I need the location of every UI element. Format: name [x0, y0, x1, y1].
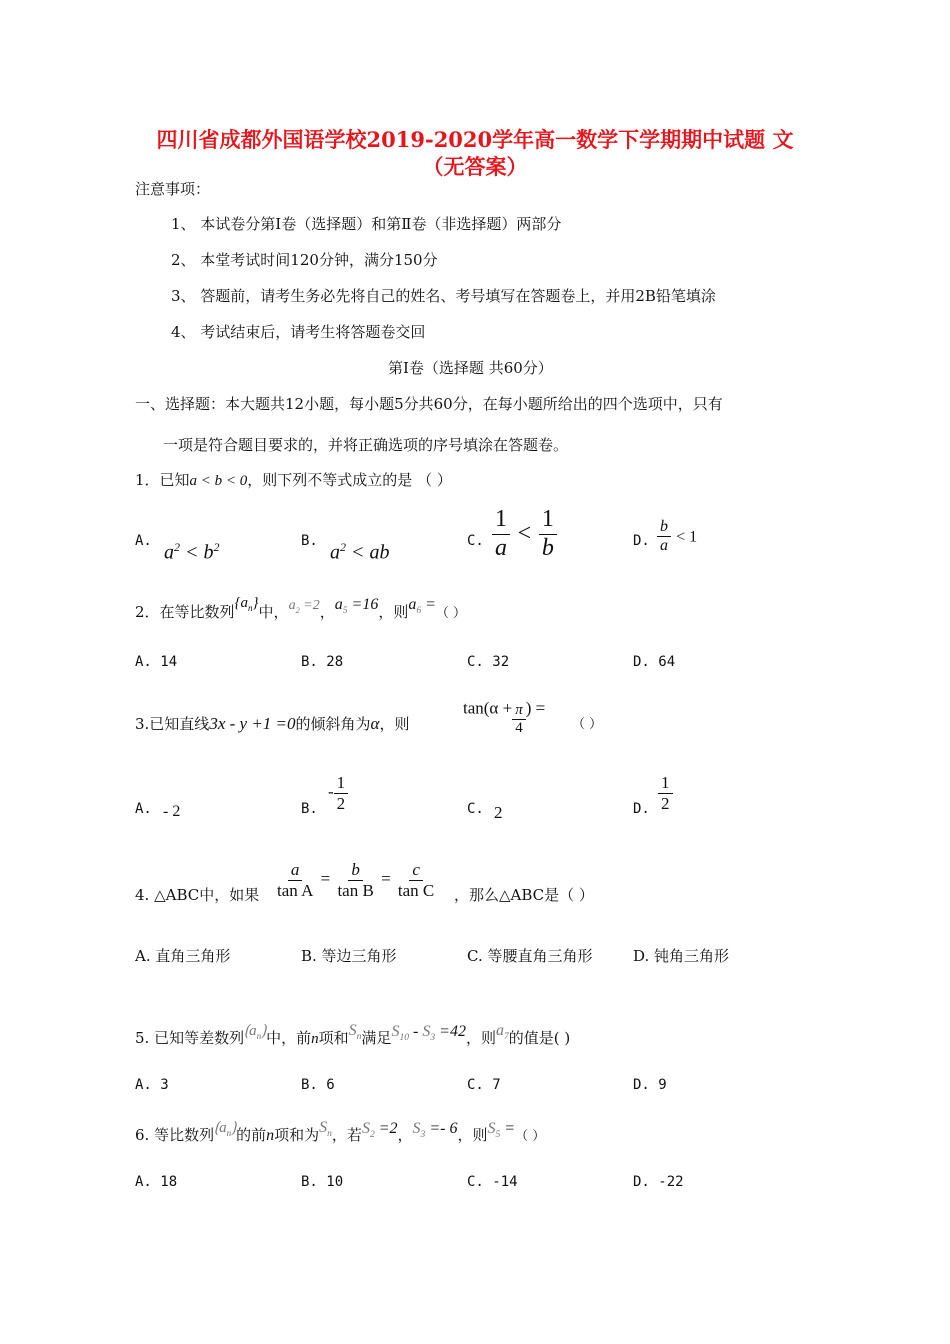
q1-option-c-label: C.: [467, 533, 484, 549]
q1-option-c: [492, 506, 557, 562]
section-heading: 第Ⅰ卷（选择题 共60分）: [388, 359, 553, 377]
q1-stem-pre: 1．已知: [135, 471, 190, 489]
q5-val: =42: [435, 1023, 466, 1040]
q6-option-c: C. -14: [467, 1174, 518, 1190]
q6-ask: ，则: [457, 1126, 488, 1144]
q3-b-sign: -: [328, 781, 334, 801]
document-title-line2: （无答案）: [422, 154, 528, 179]
q6-sequence: $⟮a_n⟯$: [214, 1120, 237, 1138]
q5-S3: S: [422, 1023, 431, 1040]
q5-option-b: B. 6: [301, 1077, 335, 1093]
q2-c1-val: =2: [299, 598, 320, 613]
q3-alpha: α: [370, 714, 380, 733]
q6-sum: [319, 1119, 332, 1140]
q2-option-b: B. 28: [301, 654, 344, 670]
q4-n3: c: [409, 860, 423, 881]
q5-n: n: [311, 1031, 319, 1047]
q5-minus: -: [409, 1023, 423, 1040]
q5-stem-post: 的值是( ): [508, 1029, 571, 1047]
q2-seq: {a: [234, 595, 249, 611]
q1-option-b: [330, 540, 390, 565]
q3-stem-mid: 的倾斜角为: [295, 715, 371, 733]
q4-ratios: [274, 860, 437, 900]
q3-stem-post: ，则: [379, 715, 410, 733]
q6-cond-1: [361, 1120, 398, 1141]
q5-S10-sub: 10: [399, 1032, 410, 1044]
q6-S: S: [319, 1119, 328, 1136]
q3-tan: tan(α +: [463, 698, 513, 718]
q6-target: [487, 1120, 516, 1141]
section-instruction-line2: 一项是符合题目要求的，并将正确选项的序号填涂在答题卷。: [163, 436, 569, 454]
q2-cond-1: [289, 598, 320, 613]
question-6-stem: [135, 1119, 546, 1147]
question-4-stem-post: ，那么△ABC是（ ）: [454, 886, 594, 904]
q1-option-d: [657, 518, 697, 556]
q2-cond-2: [334, 596, 379, 617]
q5-S: S: [348, 1022, 357, 1039]
q6-S2-val: =2: [374, 1120, 398, 1137]
q1-b-exp: 2: [340, 540, 346, 554]
q3-tan-close: ) =: [525, 698, 546, 718]
q6-n: n: [266, 1127, 275, 1144]
q5-ask: ，则: [465, 1029, 496, 1047]
q4-n1: a: [288, 860, 303, 881]
q1-b-lhs: a: [330, 541, 340, 564]
q3-option-b-label: B.: [301, 801, 318, 817]
q3-option-a: - 2: [163, 803, 181, 820]
notice-heading: 注意事项：: [135, 180, 211, 198]
q3-pi: π: [512, 702, 526, 720]
q5-seq: a: [249, 1023, 257, 1039]
notice-item-3: 3、 答题前，请考生务必先将自己的姓名、考号填写在答题卷上，并用2B铅笔填涂: [171, 287, 716, 305]
q2-seq-sub: n: [248, 603, 253, 613]
q3-stem-pre: 3.已知直线: [135, 715, 210, 733]
q5-option-d: D. 9: [633, 1077, 667, 1093]
q6-S5-sub: 5: [495, 1129, 501, 1141]
q3-option-c: 2: [494, 803, 503, 822]
q3-option-a-label: A.: [135, 801, 152, 817]
q1-a-lhs: a: [164, 541, 174, 564]
q3-b-num: 1: [334, 773, 349, 794]
question-2-stem: [135, 596, 466, 635]
q2-ask: ，则: [378, 603, 409, 621]
q4-d1: [274, 881, 316, 901]
q1-d-num: b: [657, 518, 671, 537]
q2-option-a: A. 14: [135, 654, 178, 670]
q5-S10: S: [391, 1023, 400, 1040]
q6-mid2: 项和为: [274, 1126, 320, 1144]
q5-sequence: $⟮a_n⟯$: [244, 1023, 267, 1041]
q1-b-rel: <: [346, 541, 370, 564]
q5-stem-pre: 5. 已知等差数列: [135, 1029, 245, 1047]
q6-mid3: ，若: [331, 1126, 362, 1144]
q3-option-b: [328, 773, 348, 813]
notice-item-2: 2、 本堂考试时间120分钟，满分150分: [171, 251, 438, 269]
q1-a-exp1: 2: [174, 540, 180, 554]
q6-S3-sub: 3: [420, 1129, 426, 1141]
q6-S2: S: [361, 1120, 370, 1137]
q3-b-den: 2: [336, 793, 346, 813]
q1-a-rel: <: [180, 541, 204, 564]
q1-a-exp2: 2: [213, 540, 220, 554]
q1-option-a: [164, 540, 220, 565]
q4-d3: tan C: [397, 880, 435, 900]
q5-mid2: 项和: [318, 1029, 349, 1047]
q6-S5: S: [487, 1120, 496, 1137]
q2-c2-sub: 5: [342, 605, 348, 617]
q2-c3: a: [408, 596, 417, 613]
q1-option-a-label: A.: [135, 533, 152, 549]
notice-item-1: 1、 本试卷分第Ⅰ卷（选择题）和第Ⅱ卷（非选择题）两部分: [171, 215, 562, 233]
q6-option-a: A. 18: [135, 1174, 178, 1190]
q5-option-a: A. 3: [135, 1077, 169, 1093]
q1-c-rel: <: [517, 520, 532, 547]
q6-stem-pre: 6. 等比数列: [135, 1126, 215, 1144]
q4-n2: b: [348, 860, 363, 881]
q4-eq2: =: [381, 868, 391, 888]
q5-condition: [391, 1023, 466, 1044]
q3-d-den: 2: [661, 793, 670, 813]
q2-option-d: D. 64: [633, 654, 676, 670]
document-title-line1: 四川省成都外国语学校2019-2020学年高一数学下学期期中试题 文: [156, 127, 794, 152]
q4-option-d: D. 钝角三角形: [633, 947, 730, 965]
q3-option-d: [658, 773, 673, 813]
question-4-stem-pre: 4. △ABC中，如果: [135, 886, 260, 904]
q5-a7: [495, 1022, 509, 1043]
q1-c-num2: 1: [539, 506, 557, 535]
q1-condition: a < b < 0: [189, 473, 248, 489]
q3-d-num: 1: [658, 773, 673, 794]
q5-option-c: C. 7: [467, 1077, 501, 1093]
q2-target: [408, 596, 436, 617]
question-1-stem: [135, 469, 452, 490]
q6-S3-val: =- 6: [425, 1120, 458, 1137]
q1-c-num1: 1: [492, 506, 510, 535]
q1-option-d-label: D.: [633, 533, 650, 549]
question-3-stem: [135, 713, 409, 734]
q6-S2-sub: 2: [369, 1129, 375, 1141]
q1-a-rhs: b: [203, 541, 214, 564]
q6-option-b: B. 10: [301, 1174, 344, 1190]
q3-paren: （ ）: [572, 717, 603, 732]
q4-d2: tan B: [337, 880, 374, 900]
q5-S-sub: n: [356, 1031, 362, 1043]
q3-option-c-label: C.: [467, 801, 484, 817]
q2-c3-eq: =: [421, 596, 436, 613]
q2-sequence: [235, 595, 259, 611]
q4-option-a: A. 直角三角形: [135, 947, 231, 965]
q1-c-den2: b: [541, 534, 554, 561]
q6-seq-sub: n: [226, 1128, 232, 1138]
q4-option-c: C. 等腰直角三角形: [467, 947, 593, 965]
section-instruction-line1: 一、选择题：本大题共12小题，每小题5分共60分，在每小题所给出的四个选项中，只有: [135, 395, 723, 413]
q3-line-equation: 3x - y +1 =0: [209, 714, 296, 733]
q2-option-c: C. 32: [467, 654, 510, 670]
q3-four: 4: [515, 720, 523, 737]
q6-cond-2: [412, 1120, 458, 1141]
q3-option-d-label: D.: [633, 801, 650, 817]
q5-mid1: 中，前: [266, 1029, 312, 1047]
q6-comma: ，: [397, 1126, 413, 1144]
q5-a7-sym: a: [495, 1022, 504, 1039]
notice-item-4: 4、 考试结束后，请考生将答题卷交回: [171, 323, 426, 341]
q2-c2: a: [334, 596, 343, 613]
q6-mid1: 的前: [236, 1126, 267, 1144]
q2-seq-close: }: [252, 595, 259, 611]
question-5-stem: [135, 1022, 571, 1050]
q2-stem-pre: 2．在等比数列: [135, 603, 235, 621]
q4-option-b: B. 等边三角形: [301, 947, 397, 965]
q5-seq-sub: n: [256, 1031, 262, 1041]
q5-a7-sub: 7: [503, 1031, 509, 1043]
q2-c3-sub: 6: [416, 605, 422, 617]
q3-tan-expression: [463, 692, 546, 737]
q1-d-rel: < 1: [676, 528, 698, 546]
q1-c-den1: a: [495, 534, 507, 561]
q2-paren: （ ）: [435, 606, 467, 621]
q2-c1-sub: 2: [295, 605, 300, 615]
q6-S-sub: n: [327, 1128, 332, 1140]
q5-S3-sub: 3: [430, 1032, 436, 1044]
q6-seq: a: [219, 1120, 227, 1136]
q6-S3: S: [412, 1120, 421, 1137]
q5-sum: [348, 1022, 362, 1043]
q2-c1: a: [288, 598, 296, 613]
q1-option-b-label: B.: [301, 533, 318, 549]
q2-mid: 中，: [258, 603, 289, 621]
q4-eq1: =: [320, 868, 331, 888]
q2-c2-val: =16: [347, 596, 379, 613]
q1-d-den: a: [660, 537, 668, 555]
q4-d1-text: tan A: [277, 880, 314, 900]
q6-paren: （ ）: [515, 1129, 546, 1144]
q5-mid3: 满足: [361, 1029, 392, 1047]
q2-comma: ，: [319, 603, 335, 621]
q6-option-d: D. -22: [633, 1174, 684, 1190]
q1-stem-post: ，则下列不等式成立的是 （ ）: [247, 471, 452, 489]
q1-b-rhs: ab: [369, 541, 390, 564]
q6-S5-eq: =: [500, 1120, 516, 1137]
